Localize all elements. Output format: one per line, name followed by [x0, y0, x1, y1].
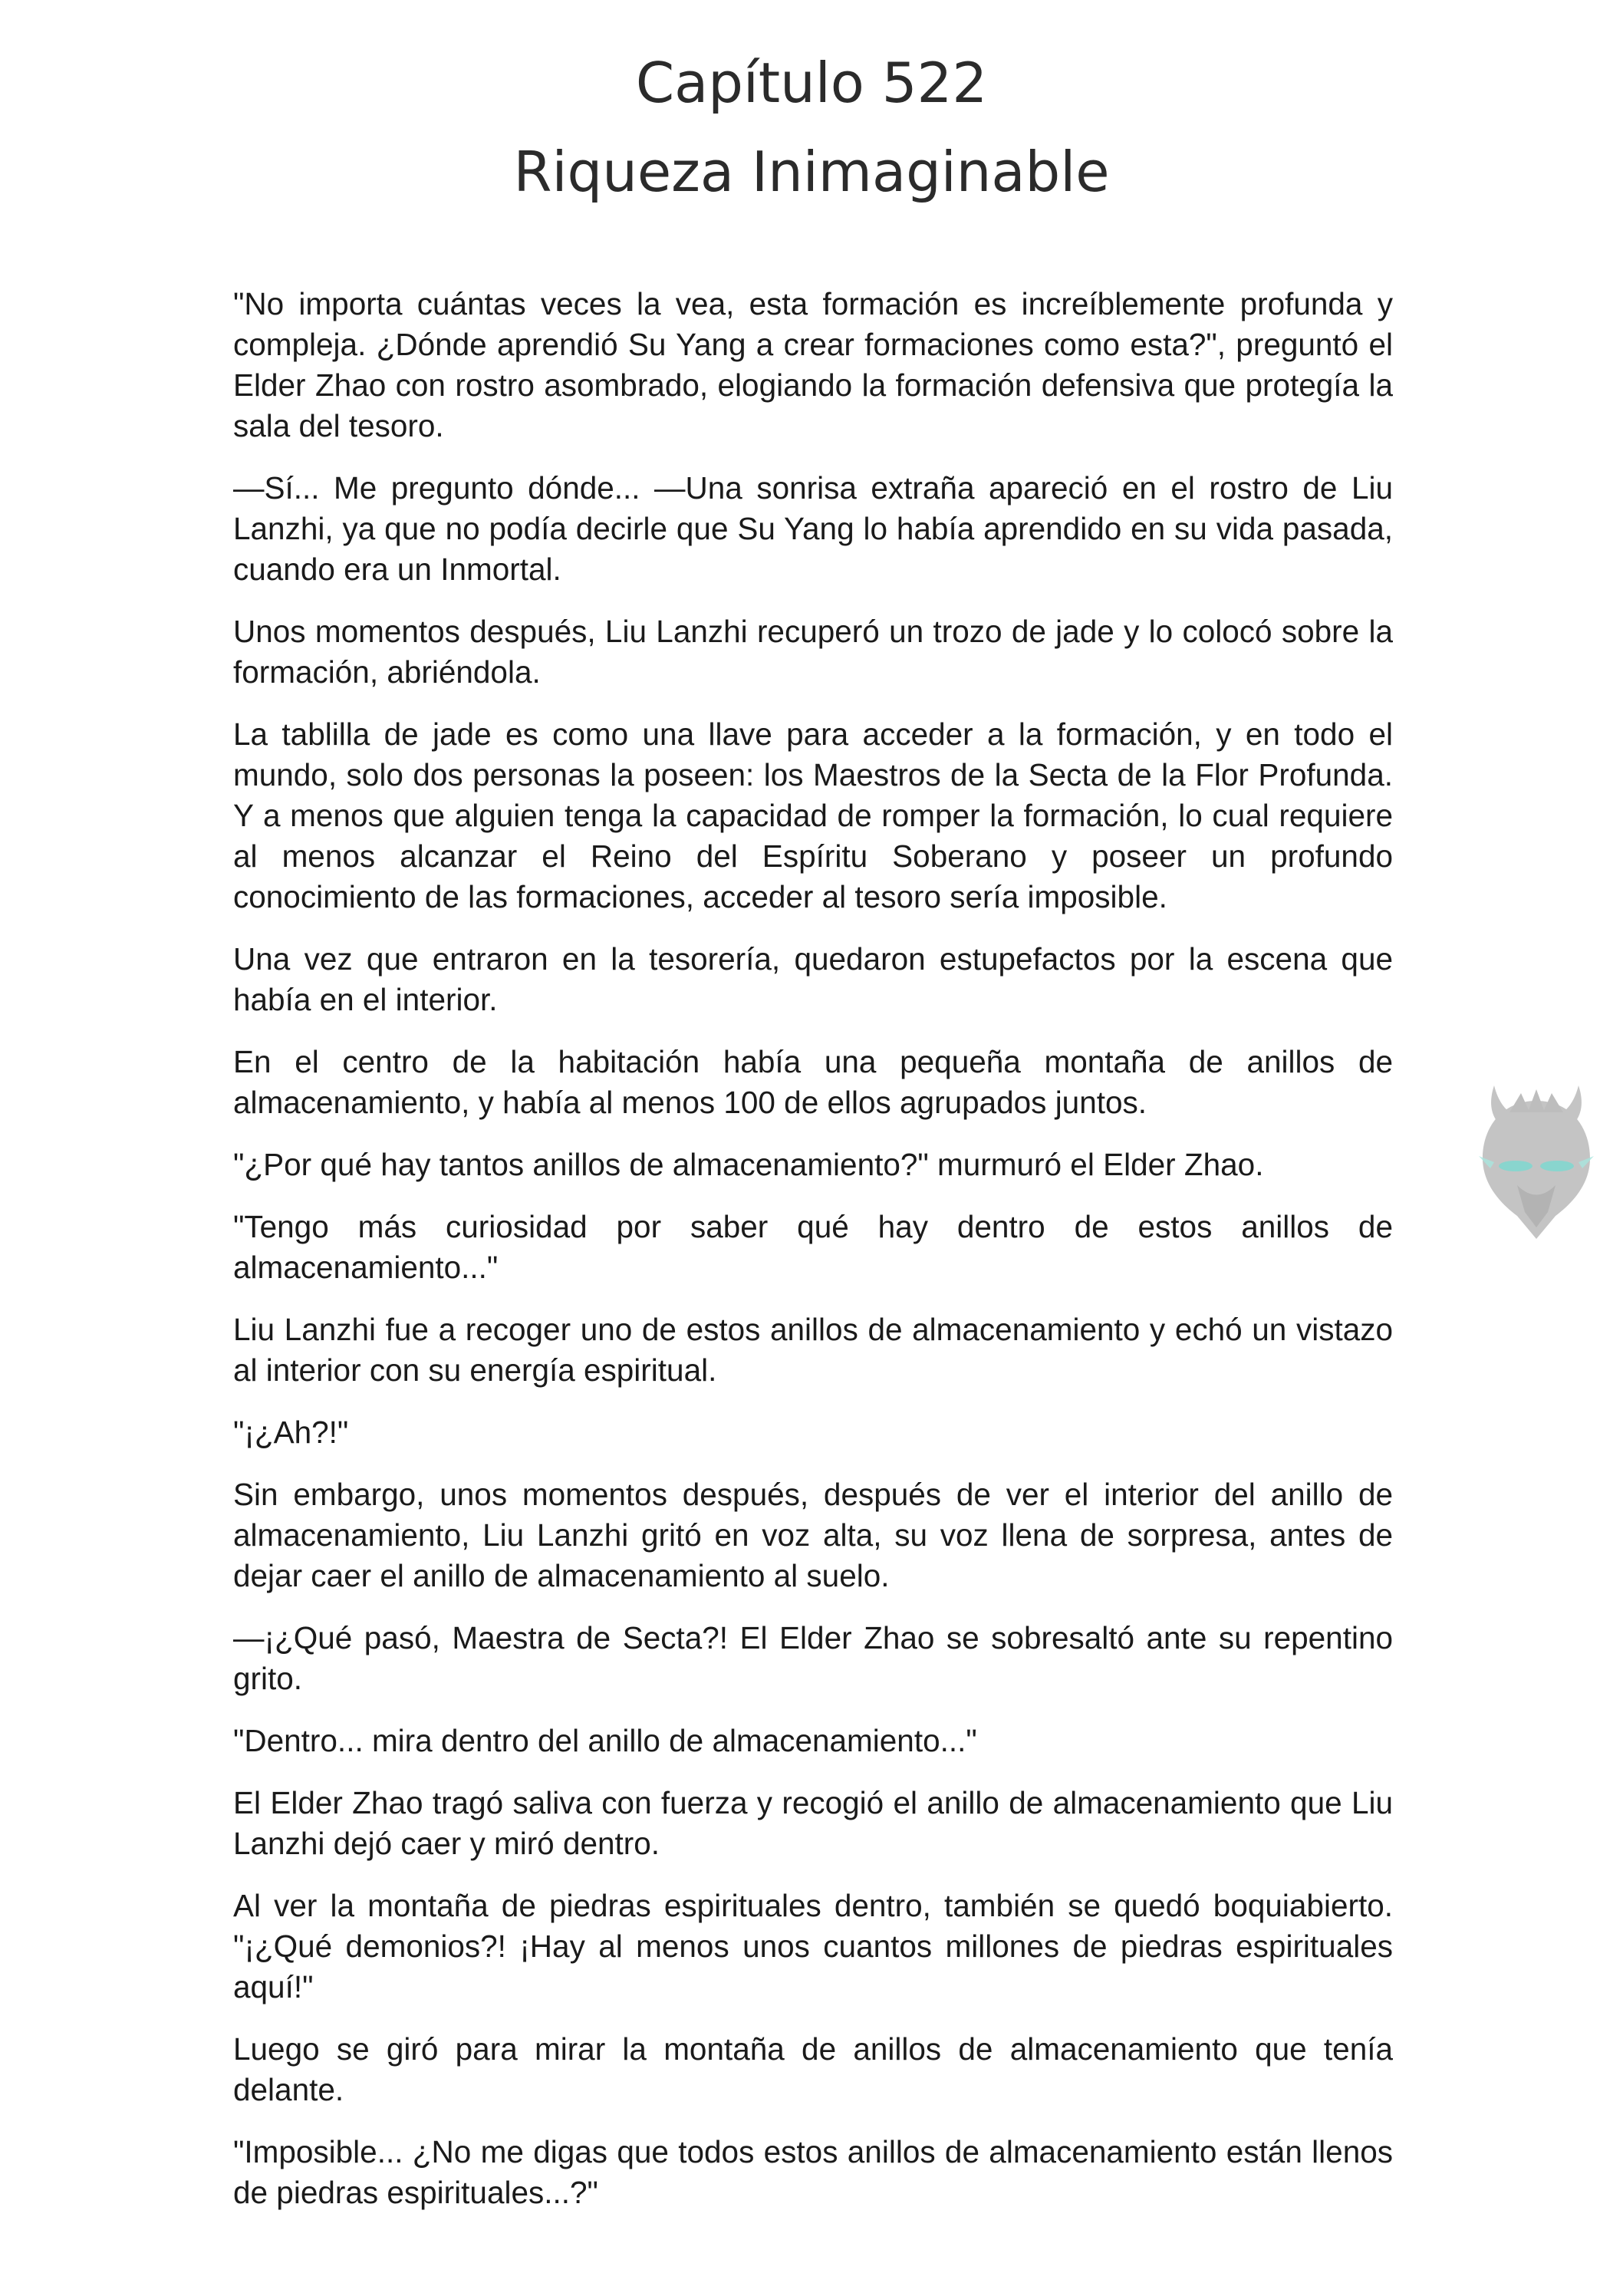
paragraph: —Sí... Me pregunto dónde... —Una sonrisa extraña apareció en el rostro de Liu Lanzhi, ya que no podía decirle que Su Yang lo había aprendido en su vida pasada, cuando era un Inmortal.	[233, 470, 1393, 587]
paragraph: "No importa cuántas veces la vea, esta formación es increíblemente profunda y compleja. ¿Dónde aprendió Su Yang a crear formaciones como esta?", preguntó el Elder Zhao con rostro asombrado, elogiando la formación defensiva que protegía la sala del tesoro.	[233, 286, 1393, 443]
paragraph: Luego se giró para mirar la montaña de anillos de almacenamiento que tenía delante.	[233, 2031, 1393, 2107]
paragraph: —¡¿Qué pasó, Maestra de Secta?! El Elder Zhao se sobresaltó ante su repentino grito.	[233, 1620, 1393, 1696]
paragraph: Liu Lanzhi fue a recoger uno de estos anillos de almacenamiento y echó un vistazo al interior con su energía espiritual.	[233, 1312, 1393, 1388]
paragraph: Sin embargo, unos momentos después, después de ver el interior del anillo de almacenamiento, Liu Lanzhi gritó en voz alta, su voz llena de sorpresa, antes de dejar caer el anillo de almacenamiento al suelo.	[233, 1477, 1393, 1593]
chapter-body	[233, 284, 1393, 2235]
demon-head-icon	[1463, 1070, 1609, 1247]
chapter-number: Capítulo 522	[635, 51, 988, 115]
paragraph: Una vez que entraron en la tesorería, quedaron estupefactos por la escena que había en el interior.	[233, 941, 1393, 1017]
paragraph: "¿Por qué hay tantos anillos de almacenamiento?" murmuró el Elder Zhao.	[233, 1147, 1264, 1182]
chapter-title	[0, 38, 1623, 216]
paragraph: "Tengo más curiosidad por saber qué hay dentro de estos anillos de almacenamiento..."	[233, 1209, 1393, 1285]
paragraph: Al ver la montaña de piedras espirituales dentro, también se quedó boquiabierto. "¡¿Qué demonios?! ¡Hay al menos unos cuantos millones de piedras espirituales aquí!"	[233, 1888, 1393, 2004]
paragraph: Unos momentos después, Liu Lanzhi recuperó un trozo de jade y lo colocó sobre la formación, abriéndola.	[233, 614, 1393, 690]
paragraph: En el centro de la habitación había una pequeña montaña de anillos de almacenamiento, y había al menos 100 de ellos agrupados juntos.	[233, 1044, 1393, 1120]
paragraph: El Elder Zhao tragó saliva con fuerza y recogió el anillo de almacenamiento que Liu Lanzhi dejó caer y miró dentro.	[233, 1785, 1393, 1861]
paragraph: La tablilla de jade es como una llave para acceder a la formación, y en todo el mundo, solo dos personas la poseen: los Maestros de la Secta de la Flor Profunda. Y a menos que alguien tenga la capacidad de romper la formación, lo cual requiere al menos alcanzar el Reino del Espíritu Soberano y poseer un profundo conocimiento de las formaciones, acceder al tesoro sería imposible.	[233, 716, 1393, 914]
paragraph: "Dentro... mira dentro del anillo de almacenamiento..."	[233, 1723, 977, 1758]
chapter-name: Riqueza Inimaginable	[513, 140, 1110, 204]
paragraph: "¡¿Ah?!"	[233, 1415, 349, 1450]
paragraph: "Imposible... ¿No me digas que todos estos anillos de almacenamiento están llenos de piedras espirituales...?"	[233, 2134, 1393, 2210]
